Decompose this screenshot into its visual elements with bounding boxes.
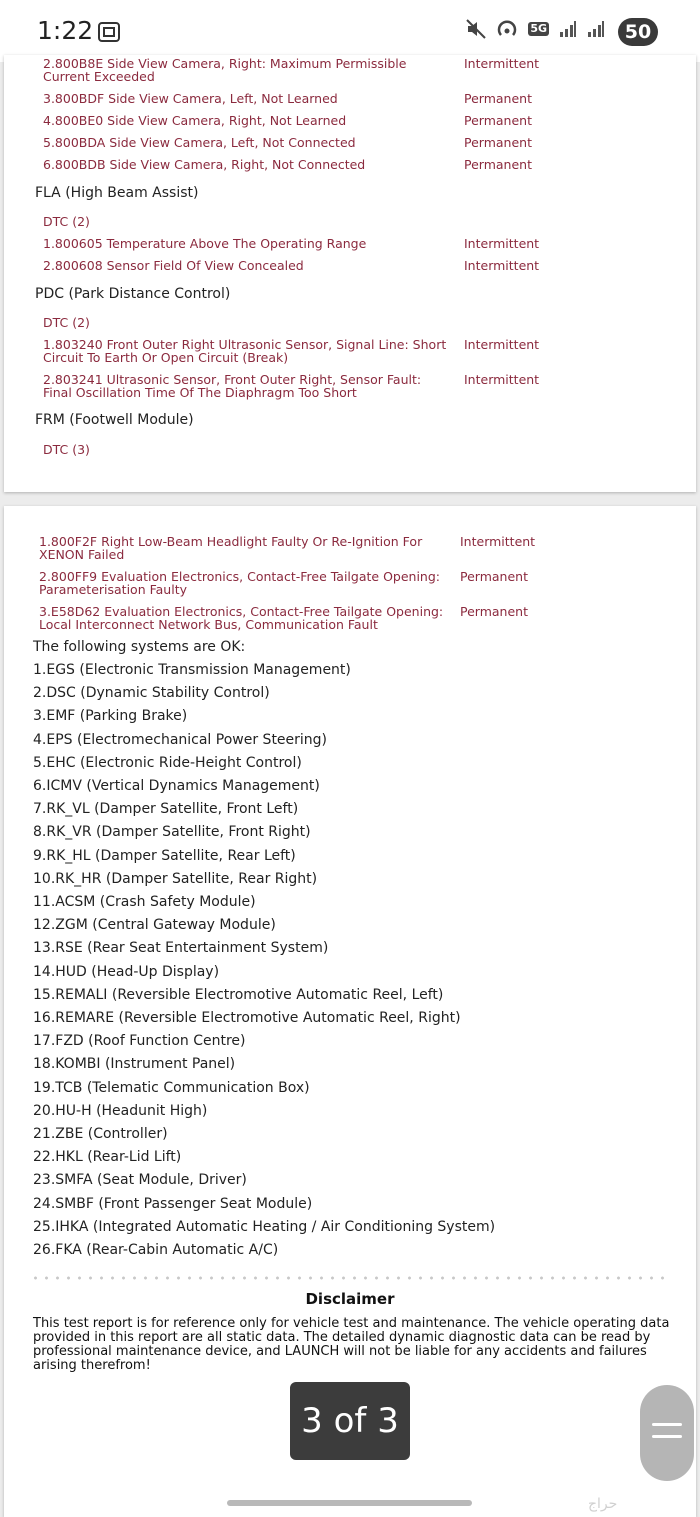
fast-scroll-handle[interactable] (640, 1385, 694, 1481)
ok-system-item: 23.SMFA (Seat Module, Driver) (33, 1172, 247, 1189)
fault-description: 1.803240 Front Outer Right Ultrasonic Sensor, Signal Line: Short Circuit To Earth Or Open Circuit (Break) (43, 337, 447, 365)
fault-description: 2.800608 Sensor Field Of View Concealed (43, 258, 304, 273)
module-title-pdc: PDC (Park Distance Control) (35, 286, 231, 302)
module-title-frm: FRM (Footwell Module) (35, 412, 194, 428)
disclaimer-title: Disclaimer (305, 1290, 395, 1308)
scroll-line (652, 1435, 682, 1438)
disclaimer-text: This test report is for reference only for vehicle test and maintenance. The vehicle operating data provided in this report are all static data. The detailed dynamic diagnostic data can be read by professional maintenance device, and LAUNCH will not be liable for any accidents and failures arising therefrom! (33, 1316, 670, 1373)
ok-system-item: 19.TCB (Telematic Communication Box) (33, 1079, 310, 1096)
dtc-count: DTC (3) (43, 442, 90, 457)
ok-system-item: 4.EPS (Electromechanical Power Steering) (33, 731, 328, 748)
dotted-divider (30, 1276, 670, 1280)
mute-icon (466, 19, 486, 39)
fault-status: Intermittent (460, 534, 536, 549)
fault-status: Intermittent (464, 258, 540, 273)
clock: 1:22 (37, 16, 94, 45)
signal-icon-2 (587, 20, 605, 38)
ok-system-item: 8.RK_VR (Damper Satellite, Front Right) (33, 824, 311, 841)
ok-system-item: 9.RK_HL (Damper Satellite, Rear Left) (33, 847, 296, 864)
ok-system-item: 7.RK_VL (Damper Satellite, Front Left) (33, 801, 299, 818)
fault-description: 4.800BE0 Side View Camera, Right, Not Learned (43, 113, 347, 128)
ok-system-item: 18.KOMBI (Instrument Panel) (33, 1056, 236, 1073)
scroll-line (652, 1423, 682, 1426)
ok-system-item: 14.HUD (Head-Up Display) (33, 963, 220, 980)
fault-description: 1.800605 Temperature Above The Operating Range (43, 236, 367, 251)
ok-system-item: 15.REMALI (Reversible Electromotive Automatic Reel, Left) (33, 986, 444, 1003)
fault-description: 2.803241 Ultrasonic Sensor, Front Outer Right, Sensor Fault: Final Oscillation Time Of The Diaphragm Too Short (43, 372, 422, 400)
ok-system-item: 20.HU-H (Headunit High) (33, 1102, 208, 1119)
ok-system-item: 5.EHC (Electronic Ride-Height Control) (33, 754, 302, 771)
fault-description: 2.800B8E Side View Camera, Right: Maximum Permissible Current Exceeded (43, 56, 407, 84)
status-bar (0, 0, 700, 62)
fault-description: 2.800FF9 Evaluation Electronics, Contact-Free Tailgate Opening: Parameterisation Faulty (39, 569, 440, 597)
battery-indicator: 50 (618, 18, 658, 46)
report-page-2 (4, 55, 696, 492)
fault-status: Intermittent (464, 372, 540, 387)
ok-system-item: 22.HKL (Rear-Lid Lift) (33, 1149, 182, 1166)
home-indicator[interactable] (227, 1500, 472, 1506)
ok-system-item: 2.DSC (Dynamic Stability Control) (33, 685, 270, 702)
ok-system-item: 12.ZGM (Central Gateway Module) (33, 917, 276, 934)
fault-status: Intermittent (464, 236, 540, 251)
ok-system-item: 26.FKA (Rear-Cabin Automatic A/C) (33, 1242, 279, 1258)
fault-description: 5.800BDA Side View Camera, Left, Not Connected (43, 135, 356, 150)
dtc-count: DTC (2) (43, 214, 90, 229)
fault-description: 3.800BDF Side View Camera, Left, Not Learned (43, 91, 338, 106)
ok-system-item: 11.ACSM (Crash Safety Module) (33, 894, 256, 910)
fault-status: Permanent (464, 135, 532, 150)
fault-status: Permanent (460, 604, 528, 619)
fault-description: 3.E58D62 Evaluation Electronics, Contact-Free Tailgate Opening: Local Interconnect Network Bus, Communication Fault (39, 604, 444, 632)
fault-status: Permanent (460, 569, 528, 584)
fault-status: Intermittent (464, 56, 540, 71)
module-title-fla: FLA (High Beam Assist) (35, 185, 199, 201)
network-5g-icon: 5G (530, 22, 547, 35)
dtc-count: DTC (2) (43, 315, 90, 330)
fault-status: Permanent (464, 113, 532, 128)
ok-system-item: 3.EMF (Parking Brake) (33, 708, 188, 725)
signal-icon (559, 20, 577, 38)
ok-system-item: 6.ICMV (Vertical Dynamics Management) (33, 778, 320, 794)
ok-system-item: 16.REMARE (Reversible Electromotive Automatic Reel, Right) (33, 1010, 461, 1026)
page-indicator: 3 of 3 (290, 1382, 410, 1460)
watermark: حراج (588, 1496, 618, 1512)
fault-status: Permanent (464, 91, 532, 106)
hotspot-icon (496, 18, 518, 40)
ok-system-item: 17.FZD (Roof Function Centre) (33, 1033, 246, 1050)
fault-description: 6.800BDB Side View Camera, Right, Not Connected (43, 157, 366, 172)
ok-system-item: 1.EGS (Electronic Transmission Management) (33, 662, 351, 678)
screenshot-icon (98, 22, 120, 42)
fault-description: 1.800F2F Right Low-Beam Headlight Faulty Or Re-Ignition For XENON Failed (39, 534, 423, 562)
ok-system-item: 21.ZBE (Controller) (33, 1126, 168, 1142)
ok-system-item: 10.RK_HR (Damper Satellite, Rear Right) (33, 870, 318, 887)
ok-system-item: 24.SMBF (Front Passenger Seat Module) (33, 1195, 313, 1212)
fault-status: Permanent (464, 157, 532, 172)
ok-system-item: 25.IHKA (Integrated Automatic Heating / Air Conditioning System) (33, 1218, 496, 1235)
ok-systems-title: The following systems are OK: (33, 639, 246, 655)
ok-system-item: 13.RSE (Rear Seat Entertainment System) (33, 940, 329, 957)
fault-status: Intermittent (464, 337, 540, 352)
